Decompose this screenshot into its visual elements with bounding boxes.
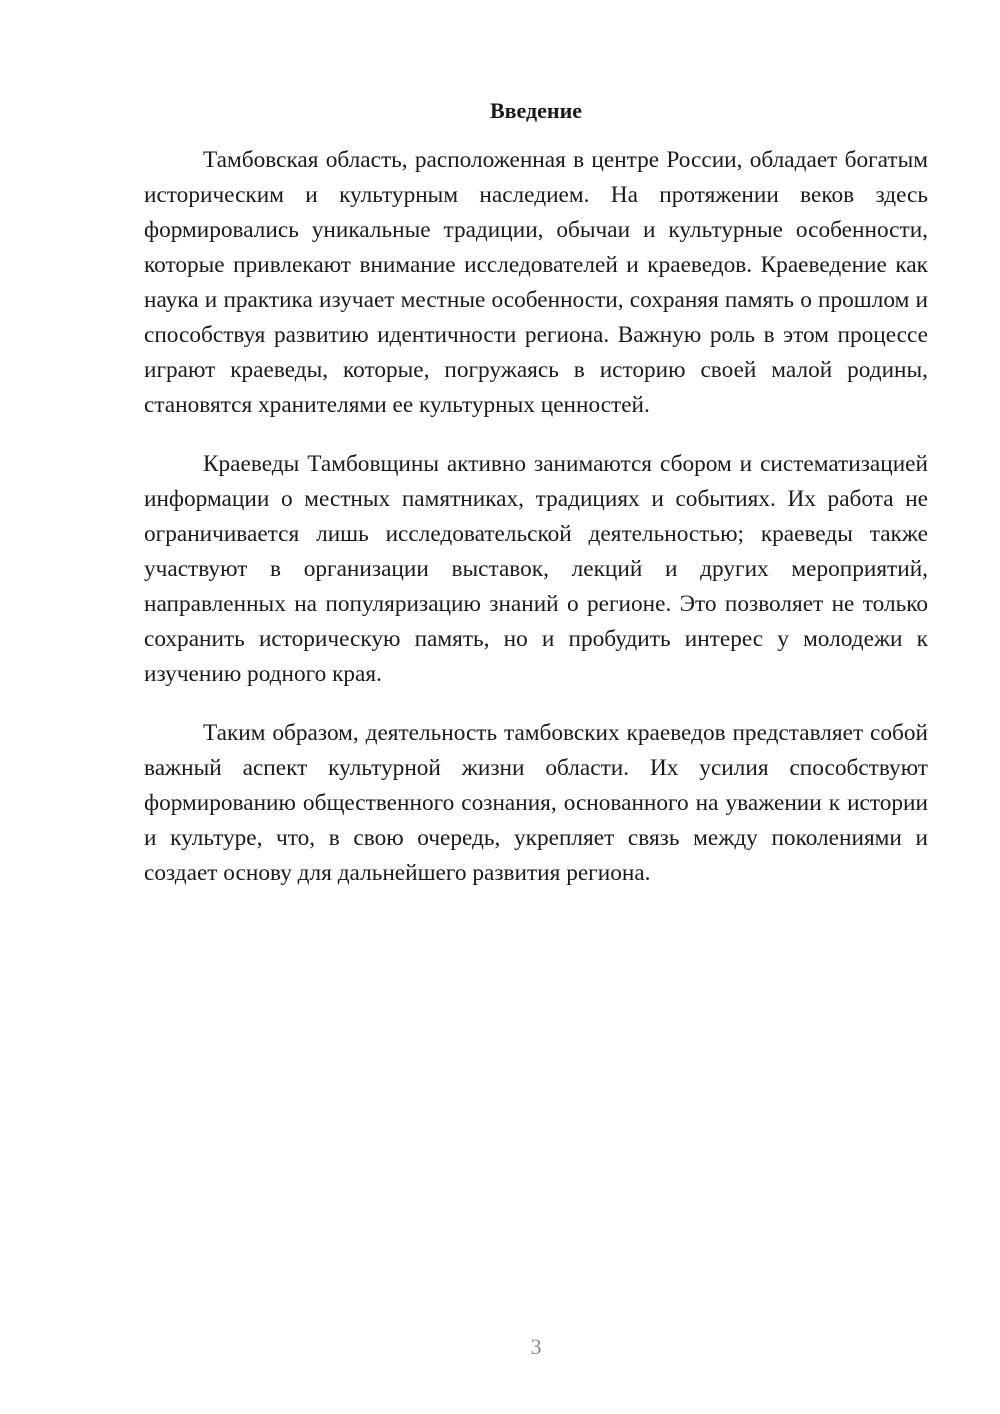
paragraph-3: Таким образом, деятельность тамбовских краеведов представляет собой важный аспект культурной жизни области. Их усилия способствуют формированию общественного сознания, основанного на уважении к истории и культуре, что, в свою очередь, укрепляет связь между поколениями и создает основу для дальнейшего развития региона. — [144, 720, 928, 886]
body-text — [144, 143, 928, 915]
section-heading: Введение — [489, 98, 583, 123]
paragraph-1: Тамбовская область, расположенная в центре России, обладает богатым историческим и культурным наследием. На протяжении веков здесь формировались уникальные традиции, обычаи и культурные особенности, которые привлекают внимание исследователей и краеведов. Краеведение как наука и практика изучает местные особенности, сохраняя память о прошлом и способствуя развитию идентичности региона. Важную роль в этом процессе играют краеведы, которые, погружаясь в историю своей малой родины, становятся хранителями ее культурных ценностей. — [144, 147, 928, 418]
paragraph-2: Краеведы Тамбовщины активно занимаются сбором и систематизацией информации о местных памятниках, традициях и событиях. Их работа не ограничивается лишь исследовательской деятельностью; краеведы также участвуют в организации выставок, лекций и других мероприятий, направленных на популяризацию знаний о регионе. Это позволяет не только сохранить историческую память, но и пробудить интерес у молодежи к изучению родного края. — [144, 451, 928, 687]
page-number: 3 — [530, 1334, 542, 1359]
